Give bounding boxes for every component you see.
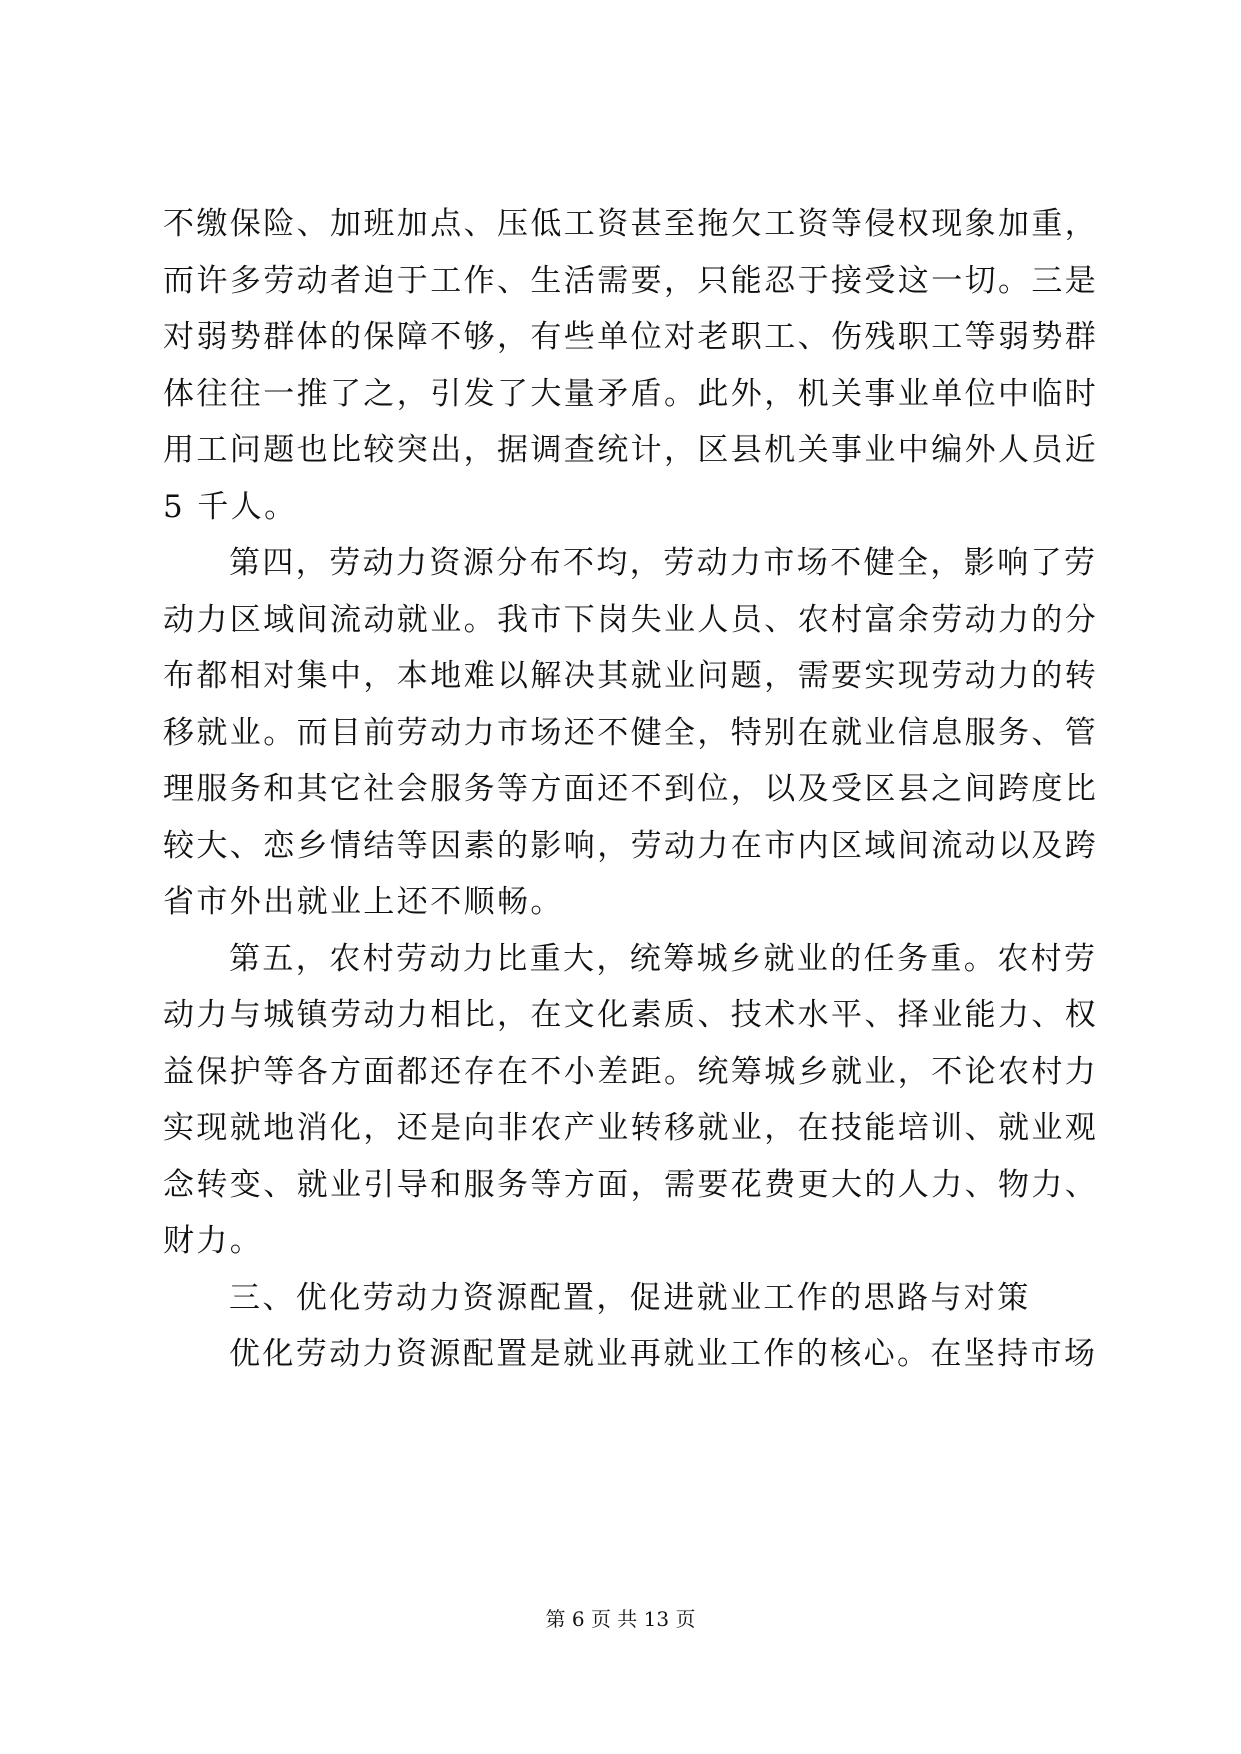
paragraph-first-line: 第四，劳动力资源分布不均，劳动力市场不健全，影响了劳 bbox=[229, 545, 1098, 581]
text-line: 动力与城镇劳动力相比，在文化素质、技术水平、择业能力、权 bbox=[163, 997, 1099, 1033]
section-heading: 三、优化劳动力资源配置，促进就业工作的思路与对策 bbox=[229, 1279, 1031, 1316]
text-line: 实现就地消化，还是向非农产业转移就业，在技能培训、就业观 bbox=[163, 1110, 1099, 1146]
text-line: 体往往一推了之，引发了大量矛盾。此外，机关事业单位中临时 bbox=[163, 375, 1099, 412]
page-number-footer: 第 6 页 共 13 页 bbox=[545, 1607, 696, 1631]
text-line: 用工问题也比较突出，据调查统计，区县机关事业中编外人员近 bbox=[163, 432, 1099, 468]
text-line: 理服务和其它社会服务等方面还不到位，以及受区县之间跨度比 bbox=[163, 771, 1099, 807]
text-line: 省市外出就业上还不顺畅。 bbox=[163, 884, 564, 920]
text-line: 较大、恋乡情结等因素的影响，劳动力在市内区域间流动以及跨 bbox=[163, 827, 1099, 864]
text-line: 财力。 bbox=[163, 1223, 264, 1259]
text-line: 念转变、就业引导和服务等方面，需要花费更大的人力、物力、 bbox=[163, 1166, 1099, 1203]
text-line: 益保护等各方面都还存在不小差距。统筹城乡就业，不论农村力 bbox=[163, 1053, 1099, 1090]
text-line: 5 千人。 bbox=[163, 488, 298, 525]
text-line: 移就业。而目前劳动力市场还不健全，特别在就业信息服务、管 bbox=[163, 714, 1099, 751]
paragraph-first-line: 第五，农村劳动力比重大，统筹城乡就业的任务重。农村劳 bbox=[229, 940, 1098, 977]
paragraph-first-line: 优化劳动力资源配置是就业再就业工作的核心。在坚持市场 bbox=[229, 1336, 1098, 1372]
text-line: 对弱势群体的保障不够，有些单位对老职工、伤残职工等弱势群 bbox=[163, 319, 1099, 355]
text-line: 不缴保险、加班加点、压低工资甚至拖欠工资等侵权现象加重， bbox=[163, 206, 1099, 242]
text-line: 动力区域间流动就业。我市下岗失业人员、农村富余劳动力的分 bbox=[163, 601, 1099, 638]
text-line: 而许多劳动者迫于工作、生活需要，只能忍于接受这一切。三是 bbox=[163, 262, 1099, 299]
document-body bbox=[163, 196, 1099, 1383]
text-line: 布都相对集中，本地难以解决其就业问题，需要实现劳动力的转 bbox=[163, 658, 1099, 694]
